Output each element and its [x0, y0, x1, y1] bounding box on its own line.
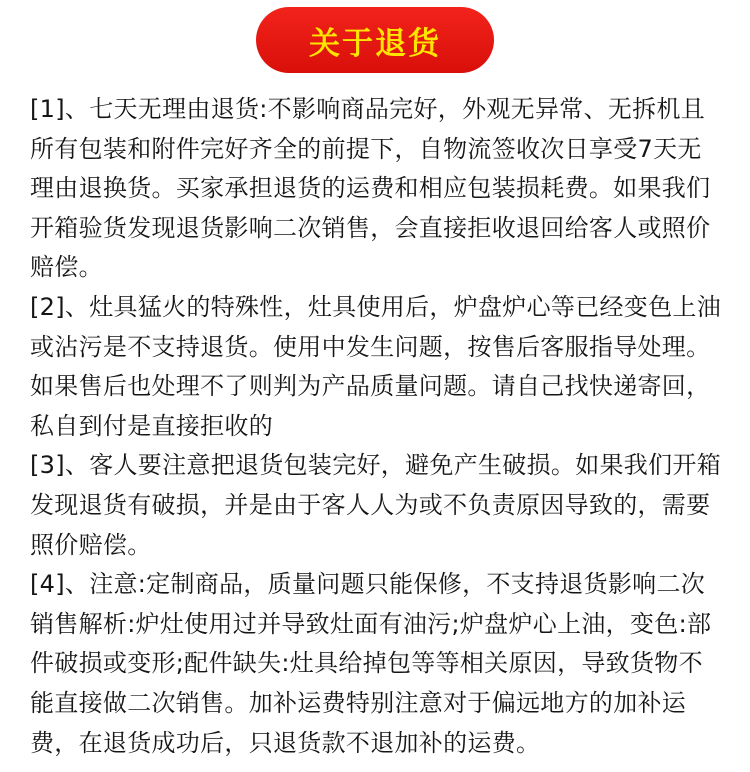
- policy-item-2: [2]、灶具猛火的特殊性，灶具使用后，炉盘炉心等已经变色上油或沾污是不支持退货。使用中发生问题，按售后客服指导处理。如果售后也处理不了则判为产品质量问题。请自己找快递寄回，私自到付是直接拒收的: [30, 292, 721, 440]
- page-title: 关于退货: [256, 7, 494, 73]
- policy-item-1: [1]、七天无理由退货:不影响商品完好，外观无异常、无拆机且所有包装和附件完好齐全的前提下，自物流签收次日享受7天无理由退换货。买家承担退货的运费和相应包装损耗费。如果我们开箱验货发现退货影响二次销售，会直接拒收退回给客人或照价赔偿。: [30, 95, 711, 282]
- policy-item-3: [3]、客人要注意把退货包装完好，避免产生破损。如果我们开箱发现退货有破损，并是由于客人人为或不负责原因导致的，需要照价赔偿。: [30, 451, 721, 559]
- policy-item-4: [4]、注意:定制商品，质量问题只能保修，不支持退货影响二次销售解析:炉灶使用过并导致灶面有油污;炉盘炉心上油，变色:部件破损或变形;配件缺失:灶具给掉包等等相关原因，导致货物不能直接做二次销售。加补运费特别注意对于偏远地方的加补运费，在退货成功后，只退货款不退加补的运费。: [30, 570, 712, 757]
- title-banner: [0, 7, 750, 73]
- policy-content: [30, 90, 722, 763]
